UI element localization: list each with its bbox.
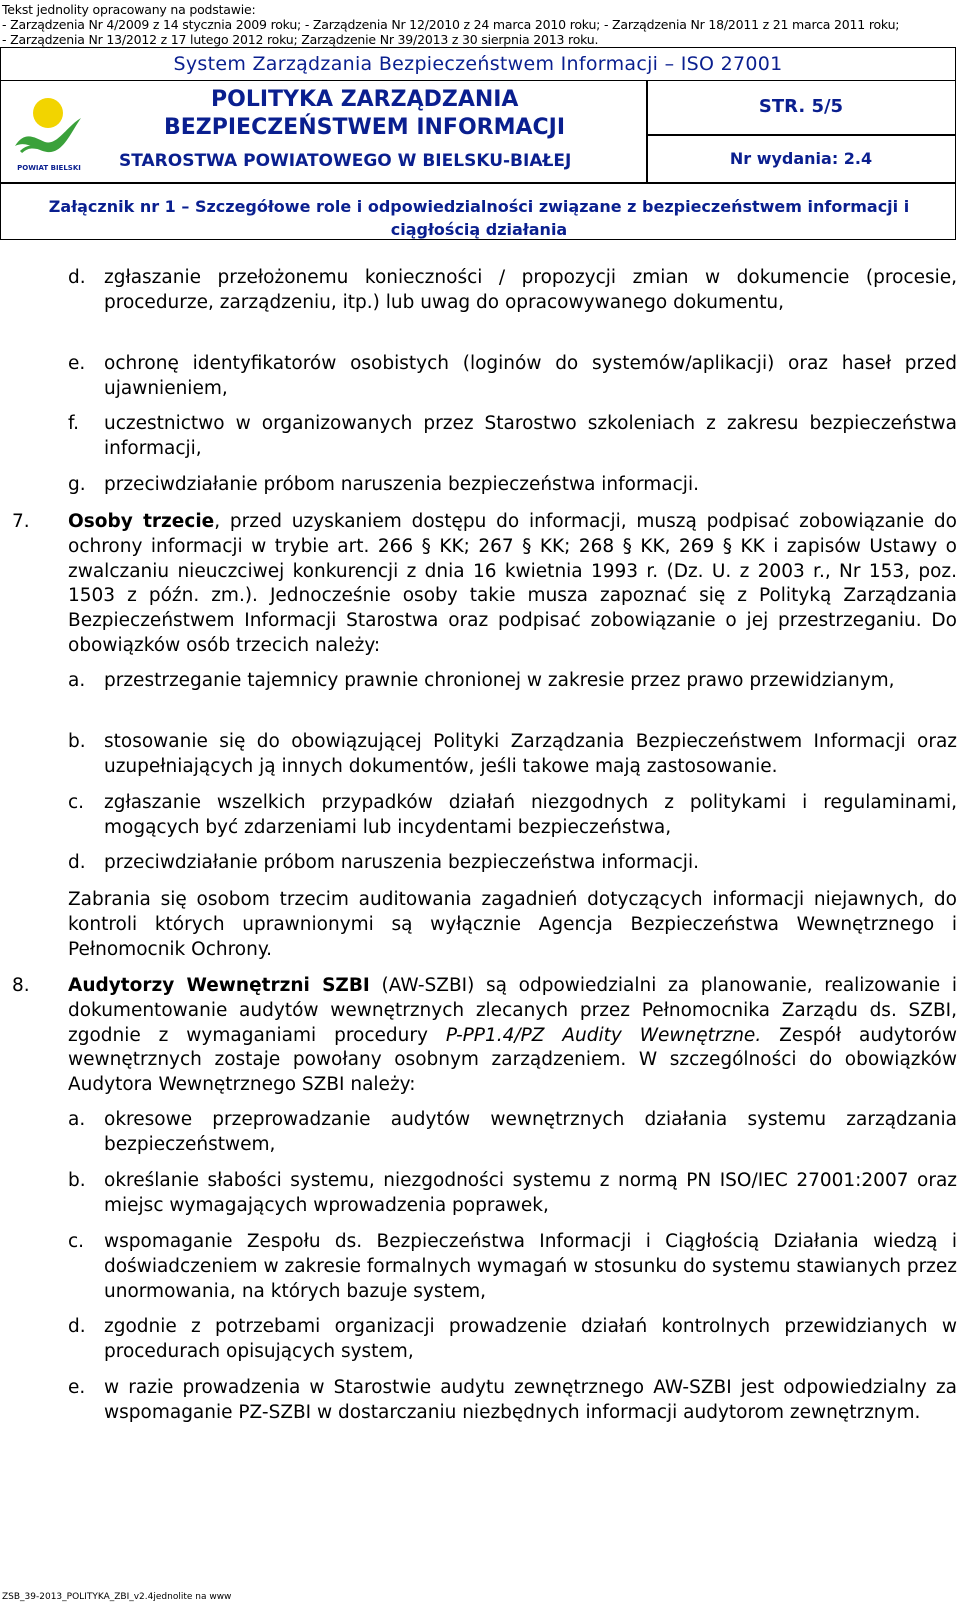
section-number: 8.: [12, 975, 30, 996]
edition-number: Nr wydania: 2.4: [729, 149, 873, 168]
office-name: STAROSTWA POWIATOWEGO W BIELSKU-BIAŁEJ: [119, 151, 572, 171]
section-7-paragraph: [68, 510, 957, 659]
list-item: wspomaganie Zespołu ds. Bezpieczeństwa Informacji i Ciągłością Działania wiedzą i doświadczeniem w zakresie formalnych wymagań w stosunku do systemu stawianych przez unormowania, na których bazuje system,: [104, 1231, 957, 1302]
logo-caption: POWIAT BIELSKI: [17, 164, 81, 172]
policy-title: [119, 86, 639, 142]
section-8-text: (AW-SZBI) są odpowiedzialni za planowanie, realizowanie i dokumentowanie audytów wewnętrznych zlecanych przez Pełnomocnika Zarządu ds. SZBI, zgodnie z wymaganiami procedury: [68, 975, 957, 1046]
list-item: zgodnie z potrzebami organizacji prowadzenie działań kontrolnych przewidzianych w procedurach opisujących system,: [104, 1316, 957, 1362]
section-7-closing: Zabrania się osobom trzecim auditowania zagadnień dotyczących informacji niejawnych, do kontroli których uprawnionymi są wyłącznie Agencja Bezpieczeństwa Wewnętrznego i Pełnomocnik Ochrony.: [68, 889, 957, 960]
list-item: ochronę identyfikatorów osobistych (loginów do systemów/aplikacji) oraz haseł przed ujawnieniem,: [104, 353, 957, 399]
source-note-title: Tekst jednolity opracowany na podstawie:: [2, 2, 256, 17]
procedure-reference: P-PP1.4/PZ Audity Wewnętrzne.: [445, 1024, 762, 1046]
powiat-logo: [1, 80, 104, 180]
list-item-label: f.: [68, 413, 80, 434]
section-8-heading: Audytorzy Wewnętrzni SZBI: [68, 975, 370, 996]
list-item: zgłaszanie przełożonemu konieczności / propozycji zmian w dokumencie (procesie, procedurze, zarządzeniu, itp.) lub uwag do opracowywanego dokumentu,: [104, 267, 957, 313]
source-note-line: - Zarządzenia Nr 13/2012 z 17 lutego 2012 roku; Zarządzenie Nr 39/2013 z 30 sierpnia 2013 roku.: [2, 32, 599, 47]
list-item: uczestnictwo w organizowanych przez Starostwo szkoleniach z zakresu bezpieczeństwa informacji,: [104, 413, 957, 459]
list-item-label: e.: [68, 353, 86, 374]
source-note-line: - Zarządzenia Nr 4/2009 z 14 stycznia 2009 roku; - Zarządzenia Nr 12/2010 z 24 marca 2010 roku; - Zarządzenia Nr 18/2011 z 21 marca 2011 roku;: [2, 17, 900, 32]
list-item-label: d.: [68, 852, 86, 873]
list-item-label: g.: [68, 474, 86, 495]
section-8-text: Zespół audytorów wewnętrznych zostaje powołany osobnym zarządzeniem. W szczególności do obowiązków Audytora Wewnętrznego SZBI należy:: [68, 1024, 958, 1096]
list-item-label: a.: [68, 670, 86, 691]
list-item-label: d.: [68, 267, 86, 288]
list-item: okresowe przeprowadzanie audytów wewnętrznych działania systemu zarządzania bezpieczeństwem,: [104, 1109, 957, 1155]
section-7-text: , przed uzyskaniem dostępu do informacji, muszą podpisać zobowiązanie do ochrony informacji w trybie art. 266 § KK; 267 § KK; 268 § KK, 269 § KK i zapisów Ustawy o zwalczaniu nieuczciwej konkurencji z dnia 16 kwietnia 1993 r. (Dz. U. z 2003 r., Nr 153, poz. 1503 z późn. zm.). Jednocześnie osoby takie musza zapoznać się z Polityką Zarządzania Bezpieczeństwem Informacji Starostwa oraz podpisać zobowiązanie o jej przestrzeganiu. Do obowiązków osób trzecich należy:: [68, 511, 957, 656]
list-item: stosowanie się do obowiązującej Polityki Zarządzania Bezpieczeństwem Informacji oraz uzupełniających ją innych dokumentów, jeśli takowe mają zastosowanie.: [104, 731, 957, 777]
list-item-label: d.: [68, 1316, 86, 1337]
list-item: w razie prowadzenia w Starostwie audytu zewnętrznego AW-SZBI jest odpowiedzialny za wspomaganie PZ-SZBI w dostarczaniu niezbędnych informacji audytorom zewnętrznym.: [104, 1377, 957, 1423]
list-item: przestrzeganie tajemnicy prawnie chronionej w zakresie przez prawo przewidzianym,: [104, 670, 895, 691]
header-divider: [1, 182, 955, 184]
list-item-label: a.: [68, 1109, 86, 1130]
footer-filename: ZSB_39-2013_POLITYKA_ZBI_v2.4jednolite na www: [2, 1592, 232, 1602]
section-number: 7.: [12, 511, 30, 532]
annex-title: [11, 195, 947, 241]
section-7-heading: Osoby trzecie: [68, 511, 215, 532]
system-title: System Zarządzania Bezpieczeństwem Informacji – ISO 27001: [1, 48, 955, 81]
powiat-logo-icon: [1, 80, 104, 180]
annex-title-line: ciągłością działania: [390, 220, 568, 239]
source-note: [2, 2, 899, 47]
document-header: [0, 47, 956, 240]
list-item: przeciwdziałanie próbom naruszenia bezpieczeństwa informacji.: [104, 474, 699, 495]
list-item-label: c.: [68, 1231, 85, 1252]
list-item-label: b.: [68, 1170, 86, 1191]
list-item-label: e.: [68, 1377, 86, 1398]
list-item: zgłaszanie wszelkich przypadków działań niezgodnych z politykami i regulaminami, mogących być zdarzeniami lub incydentami bezpieczeństwa,: [104, 792, 957, 838]
list-item: określanie słabości systemu, niezgodności systemu z normą PN ISO/IEC 27001:2007 oraz miejsc wymagających wprowadzenia poprawek,: [104, 1170, 957, 1216]
list-item-label: c.: [68, 792, 85, 813]
policy-title-line: BEZPIECZEŃSTWEM INFORMACJI: [164, 115, 566, 140]
list-item: przeciwdziałanie próbom naruszenia bezpieczeństwa informacji.: [104, 852, 699, 873]
section-8-paragraph: [68, 974, 957, 1098]
list-item-label: b.: [68, 731, 86, 752]
annex-title-line: Załącznik nr 1 – Szczegółowe role i odpowiedzialności związane z bezpieczeństwem informacji i: [48, 197, 910, 216]
policy-title-line: POLITYKA ZARZĄDZANIA: [211, 87, 519, 112]
page-number: STR. 5/5: [758, 96, 844, 117]
